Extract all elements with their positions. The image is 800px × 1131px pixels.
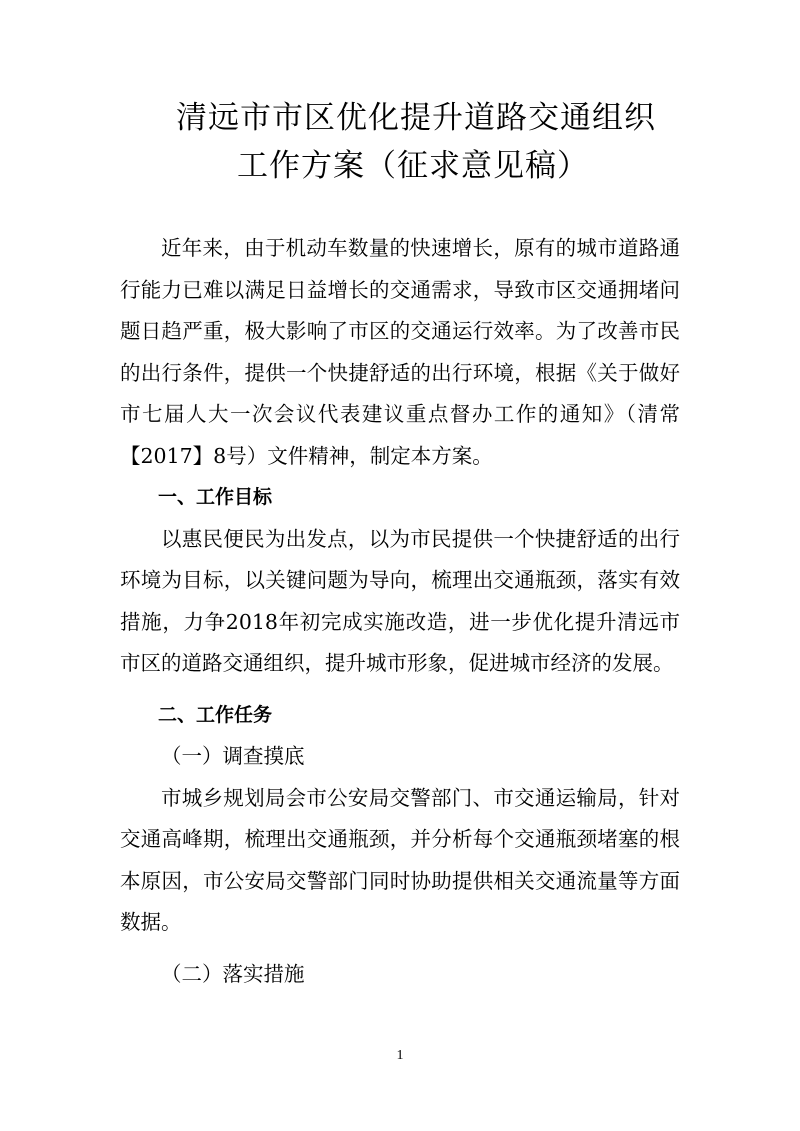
intro-paragraph: 近年来，由于机动车数量的快速增长，原有的城市道路通行能力已难以满足日益增长的交通需求，导致市区交通拥堵问题日趋严重，极大影响了市区的交通运行效率。为了改善市民的出行条件，提供一个快捷舒适的出行环境，根据《关于做好市七届人大一次会议代表建议重点督办工作的通知》（清常【2017】8号）文件精神，制定本方案。 <box>120 236 680 468</box>
page-number: 1 <box>396 1048 404 1063</box>
section-heading-tasks: 二、工作任务 <box>158 703 273 726</box>
section-heading-goals: 一、工作目标 <box>158 486 273 508</box>
goals-paragraph: 以惠民便民为出发点，以为市民提供一个快捷舒适的出行环境为目标，以关键问题为导向，梳理出交通瓶颈，落实有效措施，力争2018年初完成实施改造，进一步优化提升清远市市区的道路交通组织，提升城市形象，促进城市经济的发展。 <box>120 526 680 675</box>
subsection-heading-measures: （二）落实措施 <box>161 961 305 986</box>
document-title: 清远市市区优化提升道路交通组织 <box>176 100 656 136</box>
document-body <box>120 228 680 995</box>
subsection-heading-survey: （一）调查摸底 <box>161 744 305 768</box>
document-subtitle: 工作方案（征求意见稿） <box>237 148 589 184</box>
survey-paragraph: 市城乡规划局会市公安局交警部门、市交通运输局，针对交通高峰期，梳理出交通瓶颈，并分析每个交通瓶颈堵塞的根本原因，市公安局交警部门同时协助提供相关交通流量等方面数据。 <box>120 785 680 934</box>
